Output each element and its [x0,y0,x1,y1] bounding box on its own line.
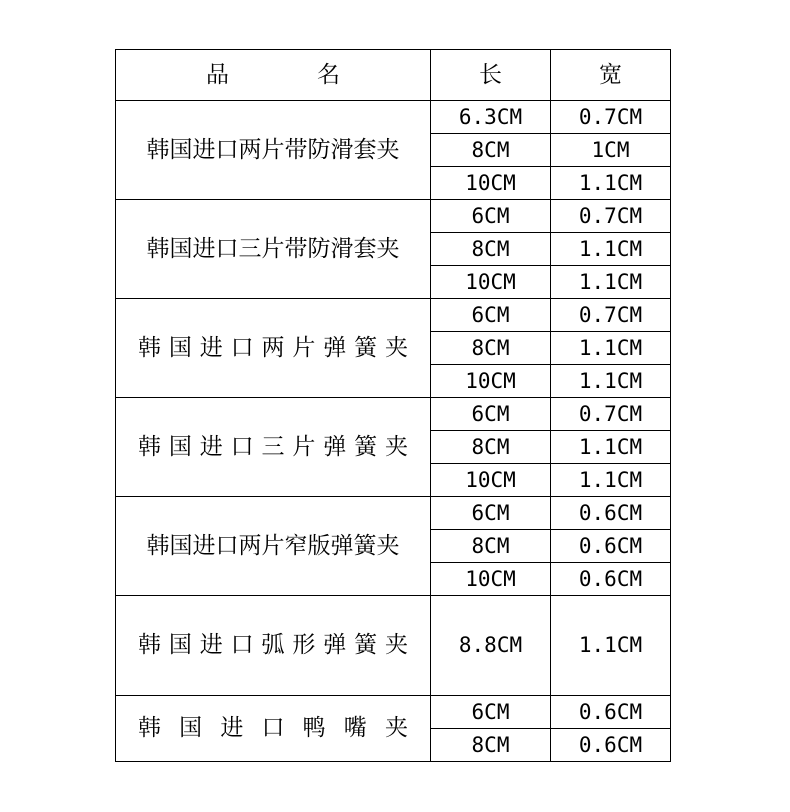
product-name-cell [116,299,431,398]
width-cell: 1.1CM [551,266,671,299]
width-cell: 1.1CM [551,596,671,696]
header-length: 长 [431,50,551,101]
product-name: 韩 国 进 口 弧 形 弹 簧 夹 [138,632,408,658]
width-cell: 1.1CM [551,431,671,464]
product-name: 韩 国 进 口 鸭 嘴 夹 [138,715,408,741]
length-cell: 6CM [431,200,551,233]
width-cell: 1.1CM [551,167,671,200]
length-cell: 8CM [431,530,551,563]
table-row [116,398,671,431]
width-cell: 1.1CM [551,365,671,398]
width-cell: 0.7CM [551,299,671,332]
width-cell: 0.6CM [551,530,671,563]
width-cell: 0.6CM [551,729,671,762]
product-name-cell [116,696,431,762]
header-name-char: 名 [317,61,340,88]
length-cell: 8CM [431,729,551,762]
length-cell: 8CM [431,233,551,266]
width-cell: 0.7CM [551,101,671,134]
table-row [116,200,671,233]
header-width: 宽 [551,50,671,101]
product-name: 韩 国 进 口 两 片 弹 簧 夹 [138,334,408,361]
header-name-char: 品 [206,61,229,88]
table-row [116,497,671,530]
length-cell: 10CM [431,563,551,596]
length-cell: 10CM [431,167,551,200]
width-cell: 0.6CM [551,696,671,729]
product-name-cell [116,101,431,200]
width-cell: 1.1CM [551,332,671,365]
product-name-cell [116,398,431,497]
product-name-cell [116,200,431,299]
length-cell: 10CM [431,266,551,299]
product-name: 韩国进口三片带防滑套夹 [146,235,400,262]
length-cell: 8CM [431,134,551,167]
width-cell: 1.1CM [551,233,671,266]
length-cell: 6CM [431,299,551,332]
product-name-cell [116,596,431,696]
length-cell: 6CM [431,497,551,530]
product-name-cell [116,497,431,596]
length-cell: 6CM [431,696,551,729]
length-cell: 8CM [431,332,551,365]
product-name: 韩国进口两片窄版弹簧夹 [146,532,400,559]
table-row [116,101,671,134]
width-cell: 0.6CM [551,497,671,530]
header-name-cell [116,50,431,101]
width-cell: 1CM [551,134,671,167]
length-cell: 10CM [431,464,551,497]
length-cell: 8CM [431,431,551,464]
product-name: 韩国进口两片带防滑套夹 [146,136,400,163]
table-row [116,596,671,696]
size-table [115,49,671,762]
length-cell: 10CM [431,365,551,398]
table-row [116,299,671,332]
width-cell: 1.1CM [551,464,671,497]
length-cell: 6CM [431,398,551,431]
header-row [116,50,671,101]
table-row [116,696,671,729]
product-name: 韩 国 进 口 三 片 弹 簧 夹 [138,433,408,460]
length-cell: 6.3CM [431,101,551,134]
width-cell: 0.6CM [551,563,671,596]
length-cell: 8.8CM [431,596,551,696]
width-cell: 0.7CM [551,398,671,431]
width-cell: 0.7CM [551,200,671,233]
